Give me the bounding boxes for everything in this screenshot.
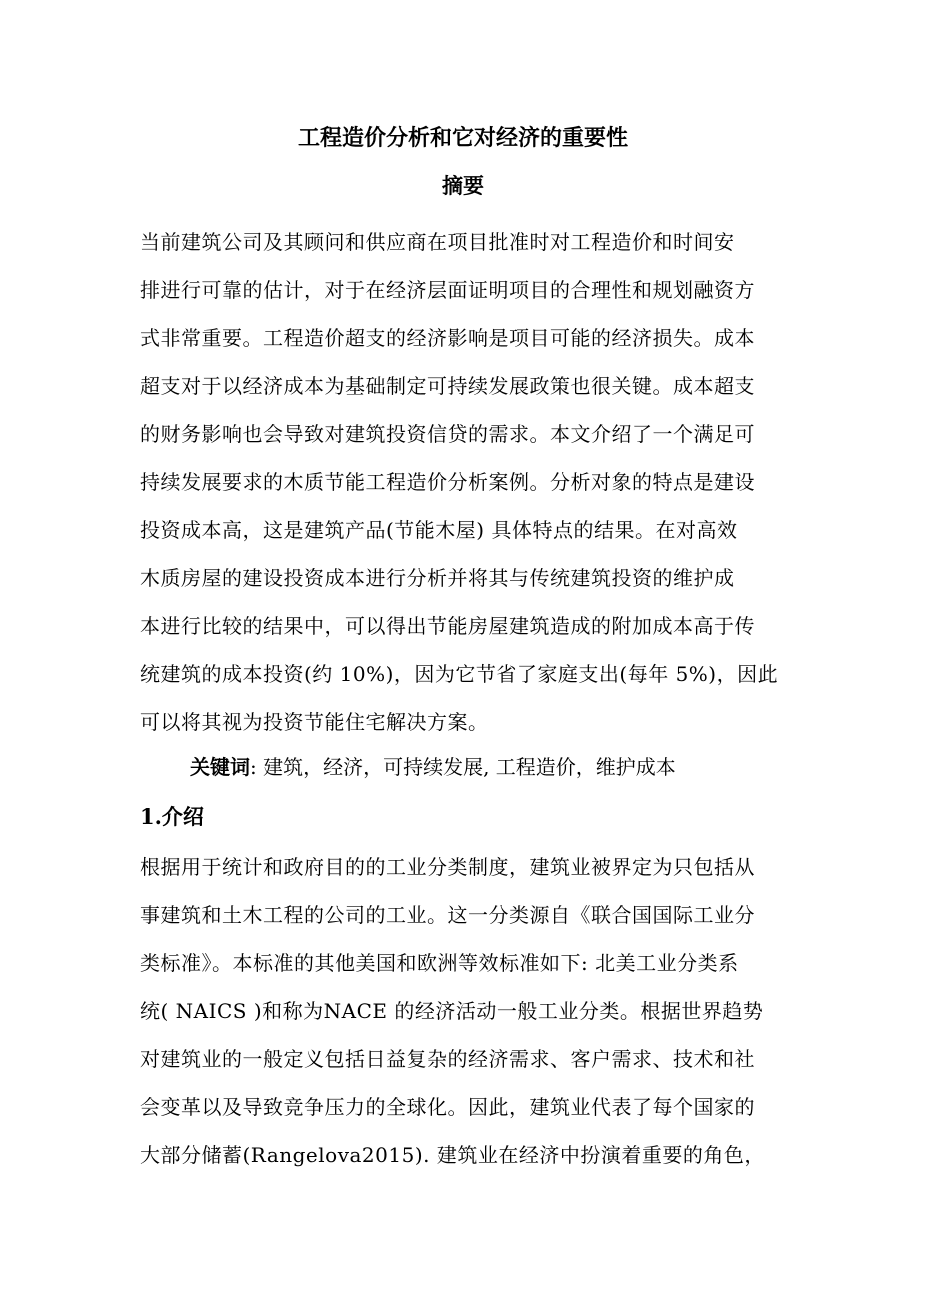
keywords-label: 关键词 [190, 755, 250, 779]
introduction-body [140, 843, 786, 1203]
abstract-line: 排进行可靠的估计，对于在经济层面证明项目的合理性和规划融资方 [140, 278, 755, 302]
abstract-body [140, 218, 786, 758]
intro-line: 对建筑业的一般定义包括日益复杂的经济需求、客户需求、技术和社 [140, 1047, 755, 1071]
abstract-line: 当前建筑公司及其顾问和供应商在项目批准时对工程造价和时间安 [140, 230, 735, 254]
abstract-line: 式非常重要。工程造价超支的经济影响是项目可能的经济损失。成本 [140, 326, 755, 350]
section-heading-introduction: 1.介绍 [140, 804, 204, 829]
intro-line: 大部分储蓄(Rangelova2015). 建筑业在经济中扮演着重要的角色， [140, 1143, 765, 1167]
abstract-line: 木质房屋的建设投资成本进行分析并将其与传统建筑投资的维护成 [140, 566, 735, 590]
intro-line: 根据用于统计和政府目的的工业分类制度，建筑业被界定为只包括从 [140, 855, 755, 879]
intro-line: 类标准》。本标准的其他美国和欧洲等效标准如下: 北美工业分类系 [140, 951, 739, 975]
abstract-line: 超支对于以经济成本为基础制定可持续发展政策也很关键。成本超支 [140, 374, 755, 398]
abstract-line: 统建筑的成本投资(约 10%)，因为它节省了家庭支出(每年 5%)，因此 [140, 662, 779, 686]
keywords-text: : 建筑，经济，可持续发展, 工程造价，维护成本 [250, 755, 676, 779]
intro-line: 事建筑和土木工程的公司的工业。这一分类源自《联合国国际工业分 [140, 903, 755, 927]
intro-line: 统( NAICS )和称为NACE 的经济活动一般工业分类。根据世界趋势 [140, 999, 764, 1023]
abstract-line: 投资成本高，这是建筑产品(节能木屋) 具体特点的结果。在对高效 [140, 518, 738, 542]
abstract-line: 本进行比较的结果中，可以得出节能房屋建筑造成的附加成本高于传 [140, 614, 755, 638]
abstract-heading: 摘要 [442, 173, 484, 198]
abstract-line: 可以将其视为投资节能住宅解决方案。 [140, 710, 489, 734]
document-title: 工程造价分析和它对经济的重要性 [297, 125, 628, 151]
abstract-line: 持续发展要求的木质节能工程造价分析案例。分析对象的特点是建设 [140, 470, 755, 494]
abstract-line: 的财务影响也会导致对建筑投资信贷的需求。本文介绍了一个满足可 [140, 422, 755, 446]
keywords [190, 747, 676, 787]
intro-line: 会变革以及导致竞争压力的全球化。因此，建筑业代表了每个国家的 [140, 1095, 755, 1119]
